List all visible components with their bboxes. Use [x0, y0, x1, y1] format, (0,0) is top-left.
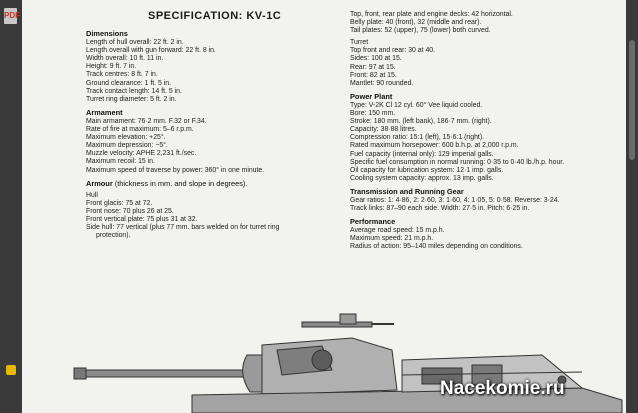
left-toolbar	[0, 0, 22, 413]
spec-line: Length of hull overall: 22 ft. 2 in.	[86, 39, 184, 47]
spec-line: Average road speed: 15 m.p.h.	[350, 227, 445, 235]
hull-list	[86, 200, 346, 232]
spec-line: Sides: 100 at 15.	[350, 55, 402, 63]
spec-line: Track centres: 8 ft. 7 in.	[86, 71, 158, 79]
spec-line: Maximum speed of traverse by power: 360° in one minute.	[86, 166, 265, 174]
spec-line: Oil capacity for lubrication system: 12·1 imp. galls.	[350, 166, 504, 174]
spec-line: Specific fuel consumption in normal running: 0·35 to 0·40 lb./h.p. hour.	[350, 158, 565, 166]
armour-note: (thickness in mm. and slope in degrees).	[114, 178, 248, 188]
transmission-list	[350, 197, 620, 213]
spec-line: Width overall: 10 ft. 11 in.	[86, 55, 164, 63]
turret-label: Turret	[350, 39, 369, 47]
spec-line: Type: V-2K Cl 12 cyl. 60° Vee liquid cooled.	[350, 101, 483, 109]
spec-line: Maximum elevation: +25°.	[86, 134, 166, 142]
performance-list	[350, 227, 620, 251]
section-heading-armour	[86, 180, 346, 188]
right-column	[350, 11, 620, 252]
spec-line: Front vertical plate: 75 plus 31 at 32.	[86, 215, 198, 223]
spec-line: Cooling system capacity: approx. 13 imp. galls.	[350, 174, 494, 182]
power-list	[350, 102, 620, 183]
armament-list	[86, 118, 346, 175]
spec-line: Rated maximum horsepower: 600 b.h.p. at 2,000 r.p.m.	[350, 142, 519, 150]
spec-line: Compression ratio: 15:1 (left), 15·6:1 (right).	[350, 134, 485, 142]
left-column	[86, 25, 346, 240]
spec-line: Length overall with gun forward: 22 ft. 8 in.	[86, 47, 216, 55]
spec-line: Belly plate: 40 (front), 32 (middle and rear).	[350, 19, 482, 27]
scrollbar-thumb[interactable]	[629, 40, 635, 160]
spec-line: Rate of fire at maximum: 5–6 r.p.m.	[86, 126, 194, 134]
turret-list	[350, 47, 620, 87]
spec-line: Rear: 97 at 15.	[350, 63, 396, 71]
watermark-text: Nacekomie.ru	[440, 378, 565, 399]
spec-line: Mantlet: 90 rounded.	[350, 79, 414, 87]
spec-line: Gear ratios: 1: 4·86, 2: 2·60, 3: 1·60, 4: 1·05, 5: 0·58. Reverse: 3·24.	[350, 196, 560, 204]
pdf-file-icon[interactable]: PDF	[4, 8, 17, 24]
hull-label: Hull	[86, 191, 98, 199]
spec-line: Track links: 87–90 each side. Width: 27·5 in. Pitch: 6·25 in.	[350, 205, 530, 213]
attachment-icon[interactable]	[6, 365, 16, 375]
section-heading-transmission: Transmission and Running Gear	[350, 186, 464, 196]
spec-line: Turret ring diameter: 5 ft. 2 in.	[86, 95, 177, 103]
hull-continuation: protection).	[96, 232, 131, 240]
section-heading-dimensions: Dimensions	[86, 29, 128, 38]
spec-line: Maximum recoil: 15 in.	[86, 158, 155, 166]
spec-line: Side hull: 77 vertical (plus 77 mm. bars welded on for turret ring	[86, 224, 280, 232]
spec-line: Bore: 150 mm.	[350, 110, 396, 118]
section-heading-performance: Performance	[350, 217, 396, 227]
section-heading-armament: Armament	[86, 107, 123, 117]
spec-line: Track contact length: 14 ft. 5 in.	[86, 87, 182, 95]
spec-line: Radius of action: 95–140 miles depending on conditions.	[350, 243, 523, 251]
armour-heading-text: Armour	[86, 178, 113, 188]
spec-line: Muzzle velocity: APHE 2,231 ft./sec.	[86, 150, 197, 158]
spec-line: Ground clearance: 1 ft. 5 in.	[86, 79, 172, 87]
spec-line: Maximum depression: −5°.	[86, 142, 168, 150]
spec-line: Stroke: 180 mm. (left bank), 186·7 mm. (right).	[350, 118, 492, 126]
spec-line: Height: 9 ft. 7 in.	[86, 63, 137, 71]
spec-line: Front nose: 70 plus 26 at 25.	[86, 207, 174, 215]
spec-line: Top, front, rear plate and engine decks: 42 horizontal.	[350, 11, 513, 18]
spec-line: Top front and rear: 30 at 40.	[350, 47, 436, 55]
spec-line: Maximum speed: 21 m.p.h.	[350, 235, 434, 243]
armour-top-list	[350, 11, 620, 35]
spec-line: Tail plates: 52 (upper), 75 (lower) both curved.	[350, 27, 491, 35]
spec-line: Capacity: 38·88 litres.	[350, 126, 417, 134]
spec-line: Front glacis: 75 at 72.	[86, 199, 153, 207]
spec-line: Front: 82 at 15.	[350, 71, 397, 79]
spec-line: Main armament: 76·2 mm. F.32 or F.34.	[86, 117, 207, 125]
spec-line: Fuel capacity (internal only): 129 imperial galls.	[350, 150, 494, 158]
dimensions-list	[86, 39, 346, 104]
section-heading-power-plant: Power Plant	[350, 91, 393, 101]
page-title: SPECIFICATION: KV-1C	[148, 10, 282, 22]
